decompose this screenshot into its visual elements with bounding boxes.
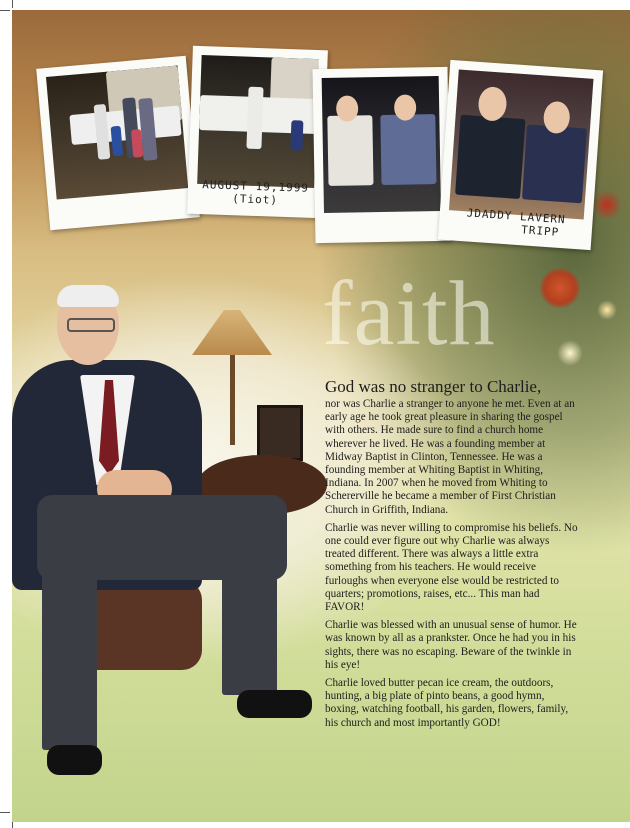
man-glasses — [67, 318, 115, 332]
crop-mark — [0, 812, 10, 813]
tree-ornament — [540, 268, 580, 308]
polaroid-photo-1 — [36, 56, 200, 230]
man-left — [455, 115, 525, 199]
man-leg-right — [222, 565, 277, 695]
portrait-photo — [12, 280, 332, 822]
tree-ornament — [557, 340, 583, 366]
crop-mark — [0, 10, 10, 11]
lamp-shade — [192, 310, 272, 355]
two-men-portrait-image — [449, 69, 594, 219]
man — [246, 87, 263, 149]
man-left-head — [477, 86, 507, 122]
polaroid-photo-2 — [187, 46, 328, 219]
man-leg-left — [42, 570, 97, 750]
article-paragraph: Charlie loved butter pecan ice cream, the outdoors, hunting, a big plate of pinto beans, a good hymn, boxing, watching football, his garden, flowers, family, his church and most importantly GOD! — [325, 677, 569, 729]
article-heading: God was no stranger to Charlie, — [325, 377, 542, 396]
crop-mark — [12, 0, 13, 8]
man-shoe-right — [237, 690, 312, 718]
article-body — [325, 377, 578, 735]
man-right — [522, 124, 587, 203]
scrapbook-page — [12, 10, 630, 822]
picture-frame — [257, 405, 303, 461]
lamp-pole — [230, 355, 235, 445]
limousine-image — [197, 55, 318, 188]
polaroid-photo-4 — [438, 60, 603, 250]
article-paragraph: Charlie was blessed with an unusual sense of humor. He was known by all as a prankster. Once he had you in his sights, there was no escaping. Beware of the twinkle in his eye! — [325, 619, 577, 671]
photo-caption-date-line2: (Tiot) — [232, 192, 279, 207]
man-shoe-left — [47, 745, 102, 775]
man-hair — [57, 285, 119, 307]
two-men-seated-image — [322, 76, 441, 213]
page-title-faith: faith — [322, 262, 496, 364]
photo-caption-date — [187, 178, 323, 209]
tree-ornament — [597, 300, 617, 320]
article-paragraph: nor was Charlie a stranger to anyone he met. Even at an early age he took great pleasure in sharing the gospel with others. He made sure to find a church home wherever he lived. He was a founding member at Midway Baptist in Clinton, Tennessee. He was a founding member at Whiting Baptist in Whiting, Indiana. In 2007 when he moved from Whiting to Schererville he became a member of First Christian Church in Griffith, Indiana. — [325, 398, 575, 516]
article-paragraph: Charlie was never willing to compromise his beliefs. No one could ever figure out why Charlie was always treated different. There was always a little extra something from his teachers. He would receive furloughs when everyone else would be restricted to quarters; promotions, raises, etc... This man had FAVOR! — [325, 521, 578, 614]
man-right — [380, 114, 436, 185]
tree-ornament — [592, 190, 622, 220]
boy — [290, 120, 303, 150]
photo-caption-names-line1: JDADDY LAVERN — [466, 206, 567, 227]
family-outdoor-image — [46, 66, 188, 200]
photo-caption-names-line2: TRIPP — [520, 223, 560, 239]
photo-caption-date-line1: AUGUST 19,1999 — [202, 178, 310, 195]
man-left — [327, 115, 373, 186]
polaroid-photo-3 — [312, 67, 450, 243]
